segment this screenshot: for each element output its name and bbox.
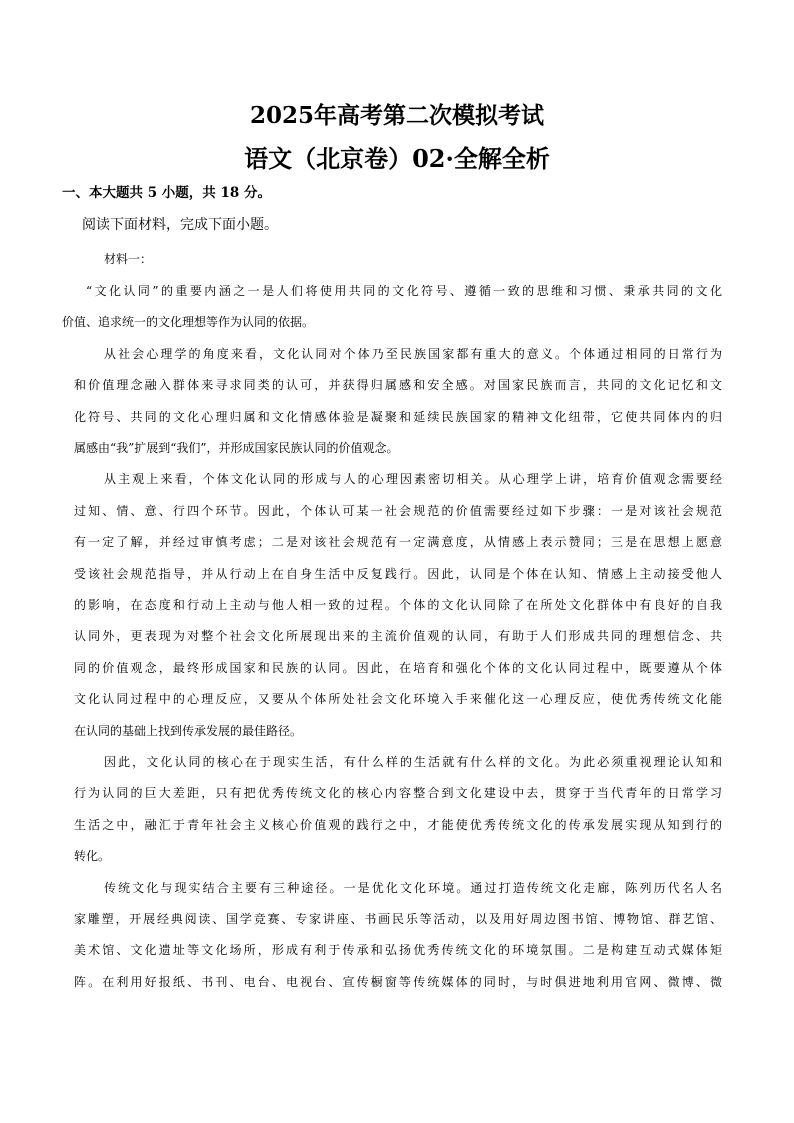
document-subtitle: 语文（北京卷）02·全解全析	[244, 144, 550, 173]
body-line: 认同外，更表现为对整个社会文化所展现出来的主流价值观的认同，有助于人们形成共同的理想信念、共	[74, 629, 725, 644]
body-line: 美术馆、文化遗址等文化场所，形成有利于传承和弘扬优秀传统文化的环境氛围。二是构建互动式媒体矩	[74, 943, 725, 958]
body-line: “文化认同”的重要内涵之一是人们将使用共同的文化符号、遵循一致的思维和习惯、秉承共同的文化	[86, 284, 725, 298]
body-line: 行为认同的巨大差距，只有把优秀传统文化的核心内容整合到文化建设中去，贯穿于当代青年的日常学习	[74, 786, 725, 801]
section-heading: 一、本大题共 5 小题，共 18 分。	[62, 185, 271, 201]
body-line: 因此，文化认同的核心在于现实生活，有什么样的生活就有什么样的文化。为此必须重视理论认知和	[104, 755, 725, 769]
document-title: 2025年高考第二次模拟考试	[249, 102, 544, 129]
body-line: 受该社会规范指导，并从行动上在自身生活中反复践行。因此，认同是个体在认知、情感上主动接受他人	[74, 566, 725, 581]
body-line: 从主观上来看，个体文化认同的形成与人的心理因素密切相关。从心理学上讲，培育价值观念需要经	[104, 472, 725, 487]
body-line: 属感由“我”扩展到“我们”，并形成国家民族认同的价值观念。	[74, 441, 399, 455]
body-line: 从社会心理学的角度来看，文化认同对个体乃至民族国家都有重大的意义。个体通过相同的日常行为	[104, 346, 725, 361]
body-line: 的影响，在态度和行动上主动与他人相一致的过程。个体的文化认同除了在所处文化群体中有良好的自我	[74, 598, 725, 612]
body-line: 价值、追求统一的文化理想等作为认同的依据。	[62, 315, 315, 330]
material-label: 材料一：	[104, 252, 153, 266]
body-line: 同的价值观念，最终形成国家和民族的认同。因此，在培育和强化个体的文化认同过程中，既要遵从个体	[74, 660, 725, 675]
body-line: 阵。在利用好报纸、书刊、电台、电视台、宣传橱窗等传统媒体的同时，与时俱进地利用官网、微博、微	[74, 974, 725, 989]
body-line: 文化认同过程中的心理反应，又要从个体所处社会文化环境入手来催化这一心理反应，使优秀传统文化能	[74, 692, 725, 707]
body-line: 过知、情、意、行四个环节。因此，个体认可某一社会规范的价值需要经过如下步骤：一是对该社会规范	[74, 503, 725, 518]
body-line: 化符号、共同的文化心理归属和文化情感体验是凝聚和延续民族国家的精神文化纽带，它使共同体内的归	[74, 409, 725, 424]
body-line: 有一定了解，并经过审慎考虑；二是对该社会规范有一定满意度，从情感上表示赞同；三是在思想上愿意	[74, 535, 725, 550]
body-line: 和价值理念融入群体来寻求同类的认可，并获得归属感和安全感。对国家民族而言，共同的文化记忆和文	[74, 378, 725, 393]
body-line: 传统文化与现实结合主要有三种途径。一是优化文化环境。通过打造传统文化走廊，陈列历代名人名	[104, 880, 725, 895]
reading-instruction: 阅读下面材料，完成下面小题。	[82, 217, 278, 233]
body-line: 生活之中，融汇于青年社会主义核心价值观的践行之中，才能使优秀传统文化的传承发展实现从知到行的	[74, 817, 725, 832]
body-line: 在认同的基础上找到传承发展的最佳路径。	[74, 723, 303, 738]
body-line: 转化。	[74, 849, 111, 864]
body-line: 家雕塑，开展经典阅读、国学竞赛、专家讲座、书画民乐等活动，以及用好周边图书馆、博物馆、群艺馆、	[74, 912, 724, 926]
